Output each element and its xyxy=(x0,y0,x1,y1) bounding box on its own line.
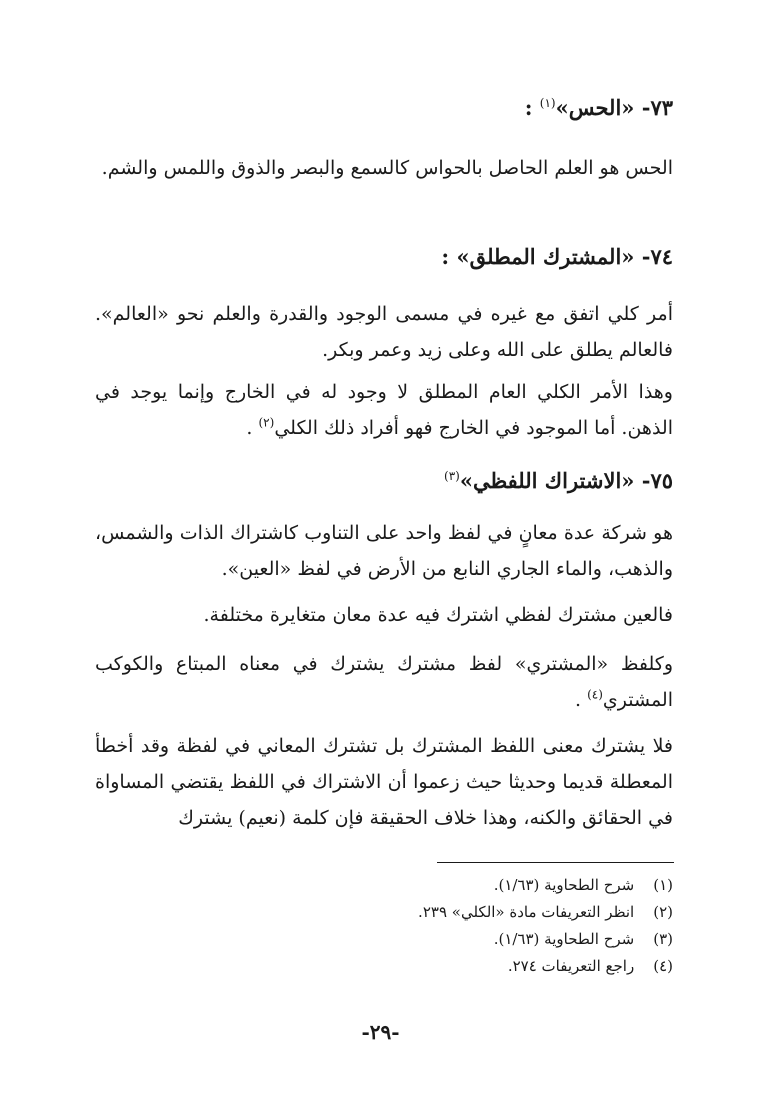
footnote-4 xyxy=(373,953,673,979)
page-number: -٢٩- xyxy=(361,1020,400,1044)
footnote-text: انظر التعريفات مادة «الكلي» ٢٣٩. xyxy=(418,903,635,921)
entry-75-title: ٧٥- «الاشتراك اللفظي» xyxy=(459,468,673,493)
footnote-2 xyxy=(373,899,673,925)
entry-73-title: ٧٣- «الحس» xyxy=(555,95,673,120)
footnote-3 xyxy=(373,926,673,952)
entry-75-paragraph-3-text: وكلفظ «المشتري» لفظ مشترك يشترك في معناه المبتاع والكوكب المشتري xyxy=(95,653,673,711)
entry-74-paragraph-2-text: وهذا الأمر الكلي العام المطلق لا وجود له في الخارج وإنما يوجد في الذهن. أما الموجود في الخارج فهو أفراد ذلك الكلي xyxy=(95,381,673,439)
entry-73-paragraph: الحس هو العلم الحاصل بالحواس كالسمع والبصر والذوق واللمس والشم. xyxy=(101,157,673,179)
footnote-ref-4: (٤) xyxy=(587,687,603,702)
footnote-ref-2: (٢) xyxy=(258,415,275,430)
entry-74-title: ٧٤- «المشترك المطلق» xyxy=(456,244,673,269)
footnote-number: (٢) xyxy=(653,903,673,921)
entry-74-heading xyxy=(95,242,673,272)
footnote-number: (٣) xyxy=(653,930,673,948)
entry-75-paragraph-1: هو شركة عدة معانٍ في لفظ واحد على التناوب كاشتراك الذات والشمس، والذهب، والماء الجاري النابع من الأرض في لفظ «العين». xyxy=(95,522,673,580)
footnote-number: (١) xyxy=(653,876,673,894)
entry-75-paragraph-4: فلا يشترك معنى اللفظ المشترك بل تشترك المعاني في لفظة وقد أخطأ المعطلة قديما وحديثا حيث زعموا أن الاشتراك في اللفظ يقتضي المساواة في الحقائق والكنه، وهذا خلاف الحقيقة فإن كلمة (نعيم) يشترك xyxy=(95,735,673,829)
footnote-separator xyxy=(437,862,674,863)
entry-73-heading xyxy=(95,93,673,123)
heading-colon: : xyxy=(441,244,450,269)
entry-74-paragraph-1: أمر كلي اتفق مع غيره في مسمى الوجود والقدرة والعلم نحو «العالم». فالعالم يطلق على الله وعلى زيد وعمر وبكر. xyxy=(95,303,673,361)
footnote-ref-3: (٣) xyxy=(444,469,460,483)
footnote-ref-1: (١) xyxy=(539,96,556,110)
footnote-text: شرح الطحاوية (١/٦٣). xyxy=(493,876,635,894)
footnote-text: شرح الطحاوية (١/٦٣). xyxy=(493,930,635,948)
entry-75-paragraph-2: فالعين مشترك لفظي اشترك فيه عدة معان متغايرة مختلفة. xyxy=(203,604,673,626)
footnote-number: (٤) xyxy=(653,957,673,975)
entry-75-heading xyxy=(95,466,673,496)
footnote-1 xyxy=(373,872,673,898)
footnote-text: راجع التعريفات ٢٧٤. xyxy=(507,957,635,975)
entry-75-paragraph-3: وكلفظ «المشتري» لفظ مشترك يشترك في معناه المبتاع والكوكب المشتري$^{(٤)}$ . xyxy=(95,653,673,711)
heading-colon: : xyxy=(524,95,533,120)
entry-74-paragraph-2: وهذا الأمر الكلي العام المطلق لا وجود له في الخارج وإنما يوجد في الذهن. أما الموجود في الخارج فهو أفراد ذلك الكلي$^{(٢)}$ . xyxy=(95,381,673,439)
